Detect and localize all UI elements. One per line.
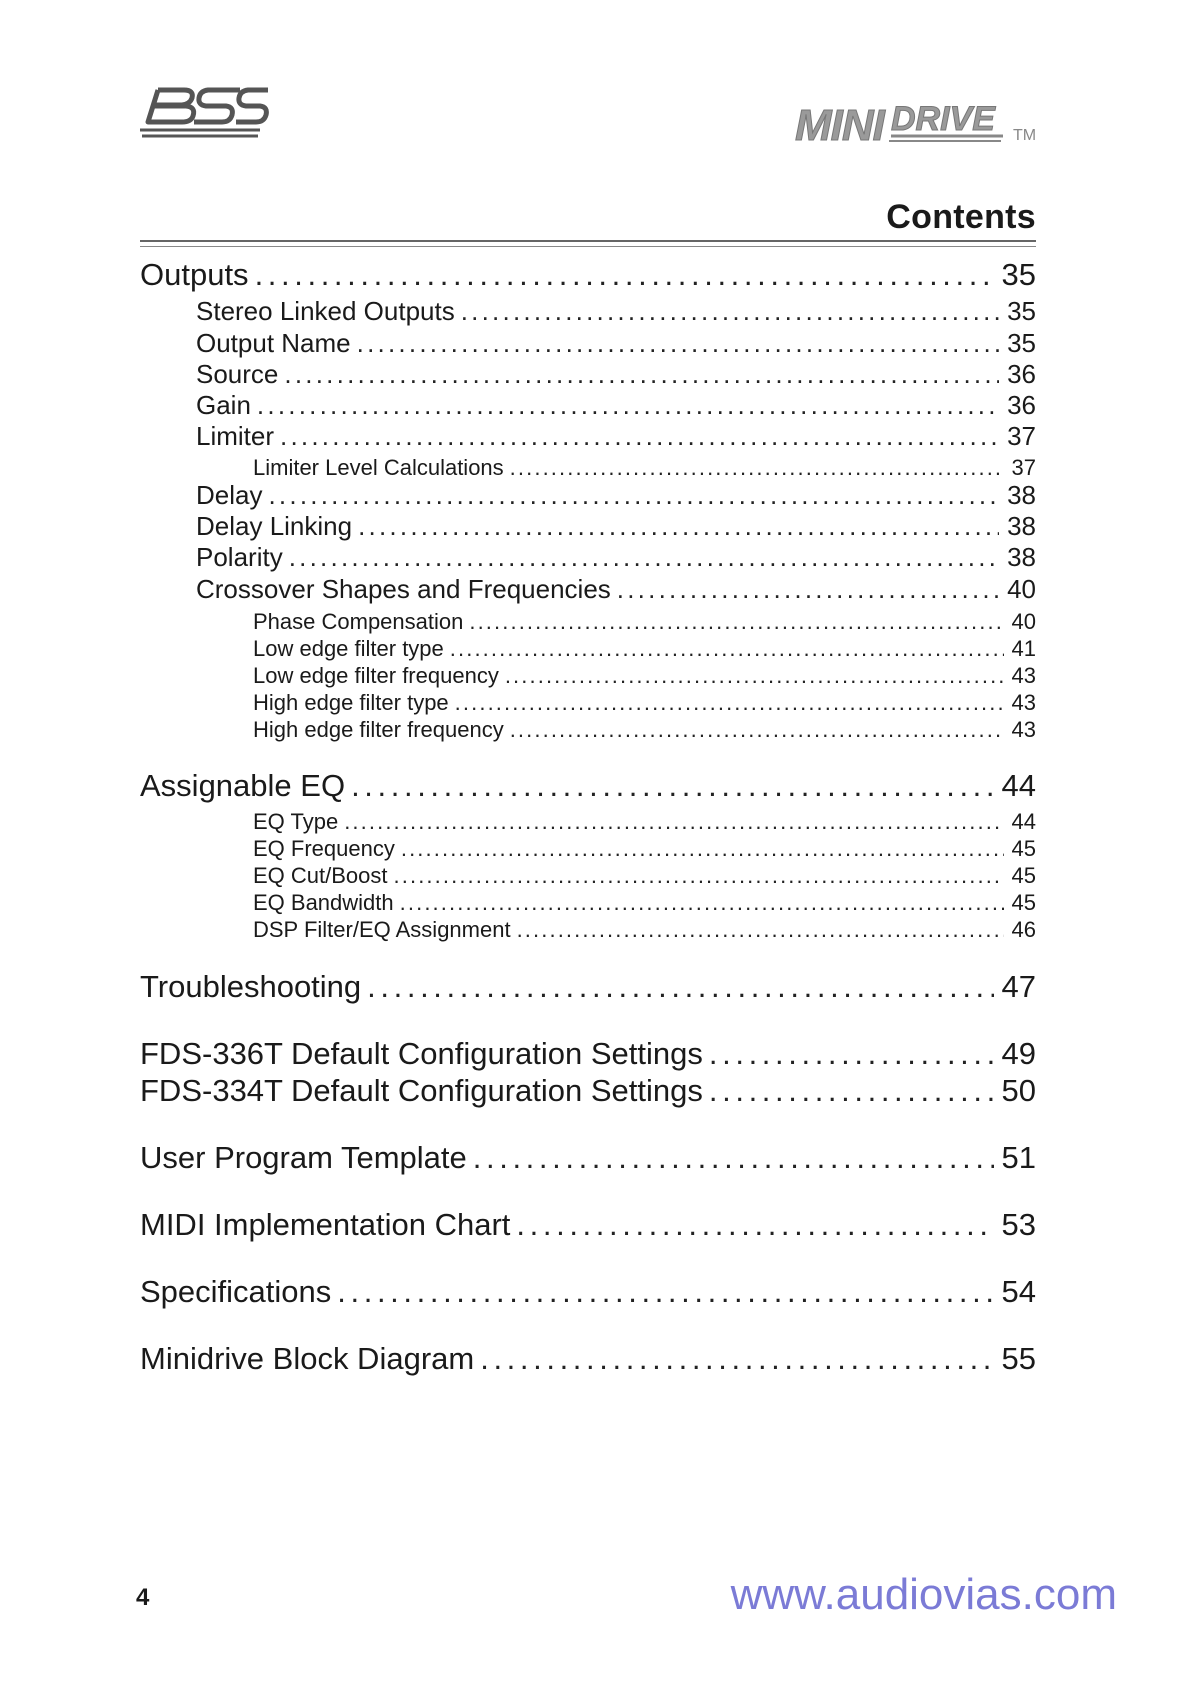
- toc-entry-label: EQ Frequency: [253, 836, 395, 861]
- toc-entry[interactable]: [196, 574, 1036, 605]
- dot-leader: [268, 480, 999, 511]
- toc-entry[interactable]: [253, 690, 1036, 716]
- toc-entry-label: DSP Filter/EQ Assignment: [253, 917, 511, 942]
- toc-entry[interactable]: [140, 1073, 1036, 1109]
- toc-entry-page: 38: [1007, 542, 1036, 572]
- toc-entry-label: EQ Cut/Boost: [253, 863, 388, 888]
- toc-entry-label: Output Name: [196, 328, 351, 358]
- toc-entry-page: 36: [1007, 390, 1036, 420]
- toc-entry[interactable]: [196, 328, 1036, 359]
- dot-leader: [461, 296, 999, 327]
- dot-leader: [351, 768, 993, 804]
- toc-entry-label: FDS-334T Default Configuration Settings: [140, 1073, 703, 1108]
- dot-leader: [709, 1073, 994, 1109]
- toc-entry-page: 38: [1007, 511, 1036, 541]
- dot-leader: [337, 1274, 993, 1310]
- toc-entry[interactable]: [253, 636, 1036, 662]
- toc-entry-page: 55: [1001, 1341, 1036, 1376]
- toc-entry[interactable]: [253, 455, 1036, 481]
- toc-entry-label: Limiter: [196, 421, 275, 451]
- dot-leader: [473, 1140, 994, 1176]
- dot-leader: [255, 257, 994, 293]
- toc-entry[interactable]: [253, 917, 1036, 943]
- toc-entry-page: 45: [1011, 863, 1036, 888]
- toc-entry[interactable]: [140, 1274, 1036, 1310]
- dot-leader: [358, 511, 999, 542]
- dot-leader: [344, 809, 1003, 835]
- toc-entry-label: EQ Bandwidth: [253, 890, 394, 915]
- toc-entry-label: Outputs: [140, 257, 249, 292]
- dot-leader: [257, 390, 999, 421]
- toc-entry[interactable]: [140, 1207, 1036, 1243]
- dot-leader: [400, 890, 1004, 916]
- toc-entry[interactable]: [196, 296, 1036, 327]
- dot-leader: [284, 359, 999, 390]
- toc-entry[interactable]: [140, 1341, 1036, 1377]
- toc-entry-label: User Program Template: [140, 1140, 467, 1175]
- dot-leader: [517, 917, 1004, 943]
- dot-leader: [394, 863, 1004, 889]
- toc-entry-page: 35: [1007, 296, 1036, 326]
- dot-leader: [709, 1036, 994, 1072]
- dot-leader: [455, 690, 1004, 716]
- toc-entry-page: 40: [1007, 574, 1036, 604]
- toc-entry[interactable]: [253, 836, 1036, 862]
- toc-entry-page: 37: [1011, 455, 1036, 480]
- toc-entry-page: 46: [1011, 917, 1036, 942]
- dot-leader: [289, 542, 999, 573]
- toc-entry[interactable]: [196, 511, 1036, 542]
- toc-entry-label: Low edge filter type: [253, 636, 444, 661]
- toc-entry[interactable]: [253, 609, 1036, 635]
- toc-entry-page: 47: [1001, 969, 1036, 1004]
- toc-entry-page: 41: [1011, 636, 1036, 661]
- toc-entry-page: 43: [1011, 663, 1036, 688]
- toc-entry-page: 50: [1001, 1073, 1036, 1108]
- toc-entry-label: MIDI Implementation Chart: [140, 1207, 511, 1242]
- toc-entry-page: 37: [1007, 421, 1036, 451]
- page-number: 4: [136, 1584, 150, 1611]
- toc-entry[interactable]: [140, 1140, 1036, 1176]
- dot-leader: [357, 328, 999, 359]
- toc-entry-page: 49: [1001, 1036, 1036, 1071]
- toc-entry-label: Minidrive Block Diagram: [140, 1341, 475, 1376]
- dot-leader: [469, 609, 1003, 635]
- toc-entry-label: Crossover Shapes and Frequencies: [196, 574, 611, 604]
- toc-entry[interactable]: [140, 257, 1036, 293]
- dot-leader: [617, 574, 999, 605]
- toc-entry-page: 51: [1001, 1140, 1036, 1175]
- toc-entry-label: Low edge filter frequency: [253, 663, 499, 688]
- toc-entry-label: Limiter Level Calculations: [253, 455, 504, 480]
- dot-leader: [401, 836, 1004, 862]
- toc-entry-label: Delay Linking: [196, 511, 353, 541]
- toc-entry-label: Assignable EQ: [140, 768, 346, 803]
- dot-leader: [480, 1341, 993, 1377]
- toc-entry-label: Gain: [196, 390, 251, 420]
- toc-entry-label: Delay: [196, 480, 263, 510]
- toc-entry-page: 45: [1011, 890, 1036, 915]
- dot-leader: [510, 717, 1004, 743]
- toc-entry[interactable]: [253, 717, 1036, 743]
- toc-entry[interactable]: [140, 768, 1036, 804]
- toc-entry-page: 43: [1011, 690, 1036, 715]
- toc-entry-label: High edge filter type: [253, 690, 449, 715]
- website-watermark[interactable]: www.audiovias.com: [730, 1570, 1117, 1619]
- toc-entry[interactable]: [253, 890, 1036, 916]
- toc-entry-page: 35: [1001, 257, 1036, 292]
- toc-entry[interactable]: [140, 1036, 1036, 1072]
- toc-entry-label: Phase Compensation: [253, 609, 464, 634]
- toc-entry-page: 54: [1001, 1274, 1036, 1309]
- toc-entry[interactable]: [196, 421, 1036, 452]
- svg-text:DRIVE: DRIVE: [891, 100, 995, 138]
- toc-entry-page: 35: [1007, 328, 1036, 358]
- toc-entry-label: FDS-336T Default Configuration Settings: [140, 1036, 703, 1071]
- toc-entry[interactable]: [253, 809, 1036, 835]
- toc-entry-label: Stereo Linked Outputs: [196, 296, 455, 326]
- toc-entry-label: Troubleshooting: [140, 969, 362, 1004]
- dot-leader: [367, 969, 993, 1005]
- toc-entry-label: Polarity: [196, 542, 283, 572]
- svg-text:MINI: MINI: [795, 101, 884, 146]
- toc-entry[interactable]: [140, 969, 1036, 1005]
- dot-leader: [450, 636, 1004, 662]
- toc-entry-label: Specifications: [140, 1274, 332, 1309]
- toc-entry-page: 40: [1011, 609, 1036, 634]
- toc-entry[interactable]: [253, 663, 1036, 689]
- toc-entry-page: 45: [1011, 836, 1036, 861]
- toc-entry[interactable]: [196, 359, 1036, 390]
- toc-entry-page: 44: [1011, 809, 1036, 834]
- toc-entry-page: 43: [1011, 717, 1036, 742]
- toc-entry-page: 53: [1001, 1207, 1036, 1242]
- dot-leader: [510, 455, 1004, 481]
- toc-entry-page: 44: [1001, 768, 1036, 803]
- page-title: Contents: [886, 198, 1036, 236]
- toc-entry[interactable]: [196, 390, 1036, 421]
- toc-entry-page: 38: [1007, 480, 1036, 510]
- dot-leader: [280, 421, 999, 452]
- dot-leader: [516, 1207, 993, 1243]
- toc-entry[interactable]: [253, 863, 1036, 889]
- toc-entry[interactable]: [196, 480, 1036, 511]
- toc-entry[interactable]: [196, 542, 1036, 573]
- trademark-mark: TM: [1013, 127, 1037, 144]
- toc-entry-label: EQ Type: [253, 809, 339, 834]
- toc-entry-label: Source: [196, 359, 279, 389]
- toc-entry-label: High edge filter frequency: [253, 717, 504, 742]
- toc-entry-page: 36: [1007, 359, 1036, 389]
- dot-leader: [505, 663, 1004, 689]
